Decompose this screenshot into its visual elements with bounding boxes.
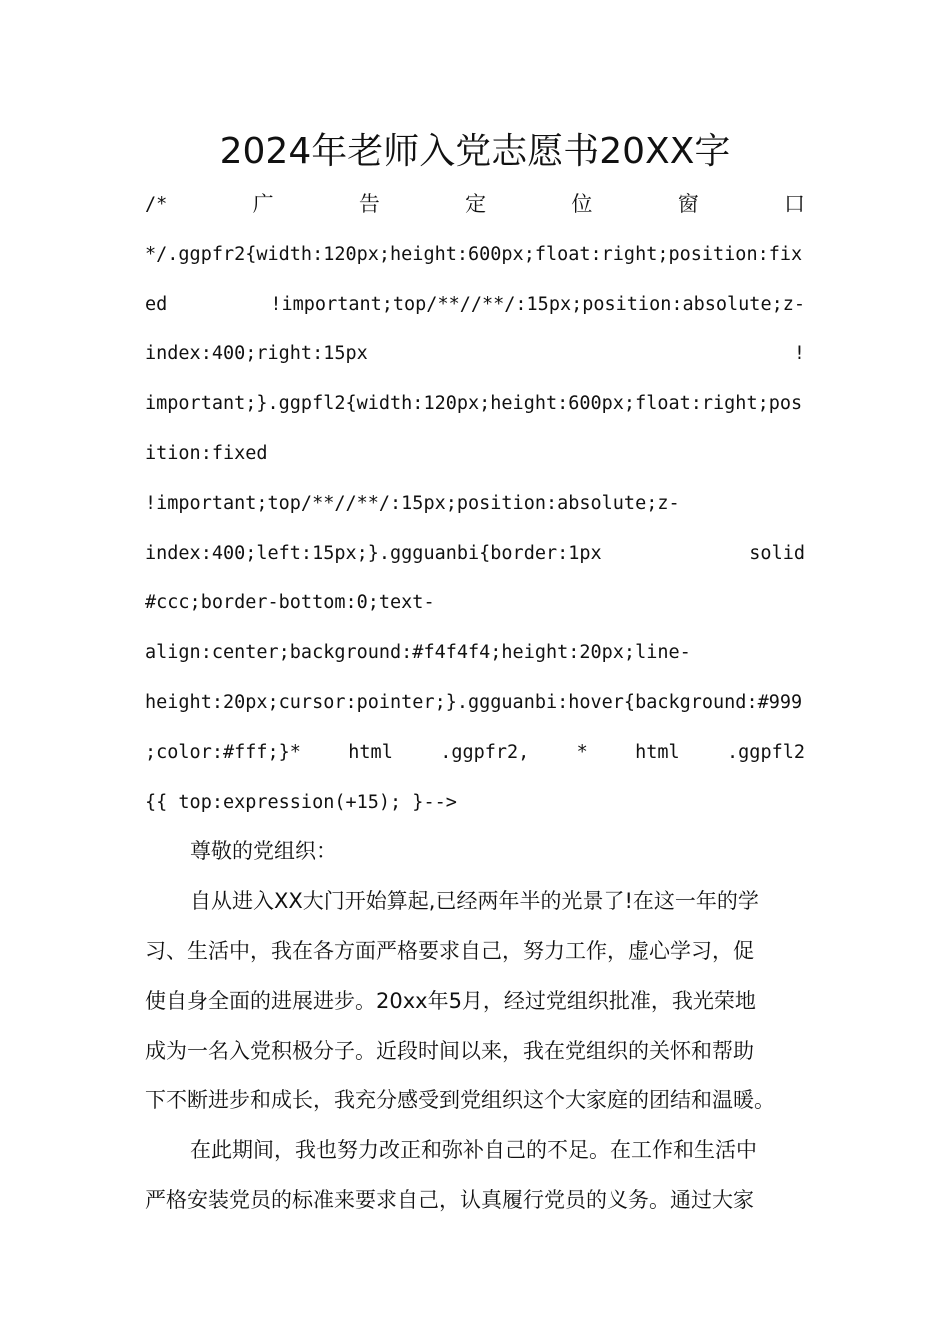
paragraph-line: 下不断进步和成长，我充分感受到党组织这个大家庭的团结和温暖。 (145, 1088, 775, 1113)
code-token: ;color:#fff;}* (145, 741, 301, 763)
code-line-13: {{ top:expression(+15); }--> (145, 791, 457, 813)
code-line-11: height:20px;cursor:pointer;}.ggguanbi:hover{background:#999 (145, 691, 803, 713)
paragraph-line: 习、生活中，我在各方面严格要求自己，努力工作，虚心学习，促 (145, 938, 754, 963)
code-line-7: !important;top/**//**/:15px;position:absolute;z- (145, 492, 680, 514)
paragraph-line: 在此期间，我也努力改正和弥补自己的不足。在工作和生活中 (190, 1138, 757, 1163)
code-token: ! (793, 343, 805, 365)
code-line-12 (145, 728, 805, 778)
salutation: 尊敬的党组织： (190, 839, 337, 864)
code-token: .ggpfr2, (440, 741, 530, 763)
code-token: /* (145, 194, 168, 215)
code-line-10: align:center;background:#f4f4f4;height:20px;line- (145, 642, 691, 664)
code-line-5: important;}.ggpfl2{width:120px;height:600px;float:right;pos (145, 393, 803, 415)
code-token: * (576, 741, 588, 763)
code-token: index:400;left:15px;}.ggguanbi{border:1px (145, 542, 602, 564)
code-token: html (635, 741, 680, 763)
paragraph-line: 自从进入XX大门开始算起,已经两年半的光景了!在这一年的学 (190, 889, 759, 914)
document-title: 2024年老师入党志愿书20XX字 (219, 131, 731, 172)
code-line-2: */.ggpfr2{width:120px;height:600px;float:right;position:fix (145, 243, 803, 265)
code-line-6: ition:fixed (145, 442, 268, 464)
code-token: 位 (571, 192, 593, 216)
code-line-4 (145, 329, 805, 379)
paragraph-line: 使自身全面的进展进步。20xx年5月，经过党组织批准，我光荣地 (145, 988, 756, 1013)
code-token: ed (145, 293, 168, 315)
code-token: solid (749, 542, 805, 564)
paragraph-2 (145, 1126, 805, 1226)
code-line-3 (145, 280, 805, 330)
code-token: html (348, 741, 393, 763)
code-token: index:400;right:15px (145, 343, 368, 365)
paragraph-1 (145, 877, 805, 1126)
code-token: 定 (465, 192, 487, 216)
code-line-9: #ccc;border-bottom:0;text- (145, 592, 435, 614)
code-token: 广 (252, 192, 274, 216)
code-token: 告 (358, 192, 380, 216)
code-token: 窗 (677, 192, 699, 216)
code-token: 口 (783, 192, 805, 216)
document-body (145, 180, 805, 1226)
paragraph-line: 严格安装党员的标准来要求自己，认真履行党员的义务。通过大家 (145, 1187, 754, 1212)
code-line-8 (145, 529, 805, 579)
code-token: .ggpfl2 (727, 741, 805, 763)
code-token: !important;top/**//**/:15px;position:absolute;z- (270, 293, 805, 315)
paragraph-line: 成为一名入党积极分子。近段时间以来，我在党组织的关怀和帮助 (145, 1038, 754, 1063)
code-line-1 (145, 180, 805, 230)
